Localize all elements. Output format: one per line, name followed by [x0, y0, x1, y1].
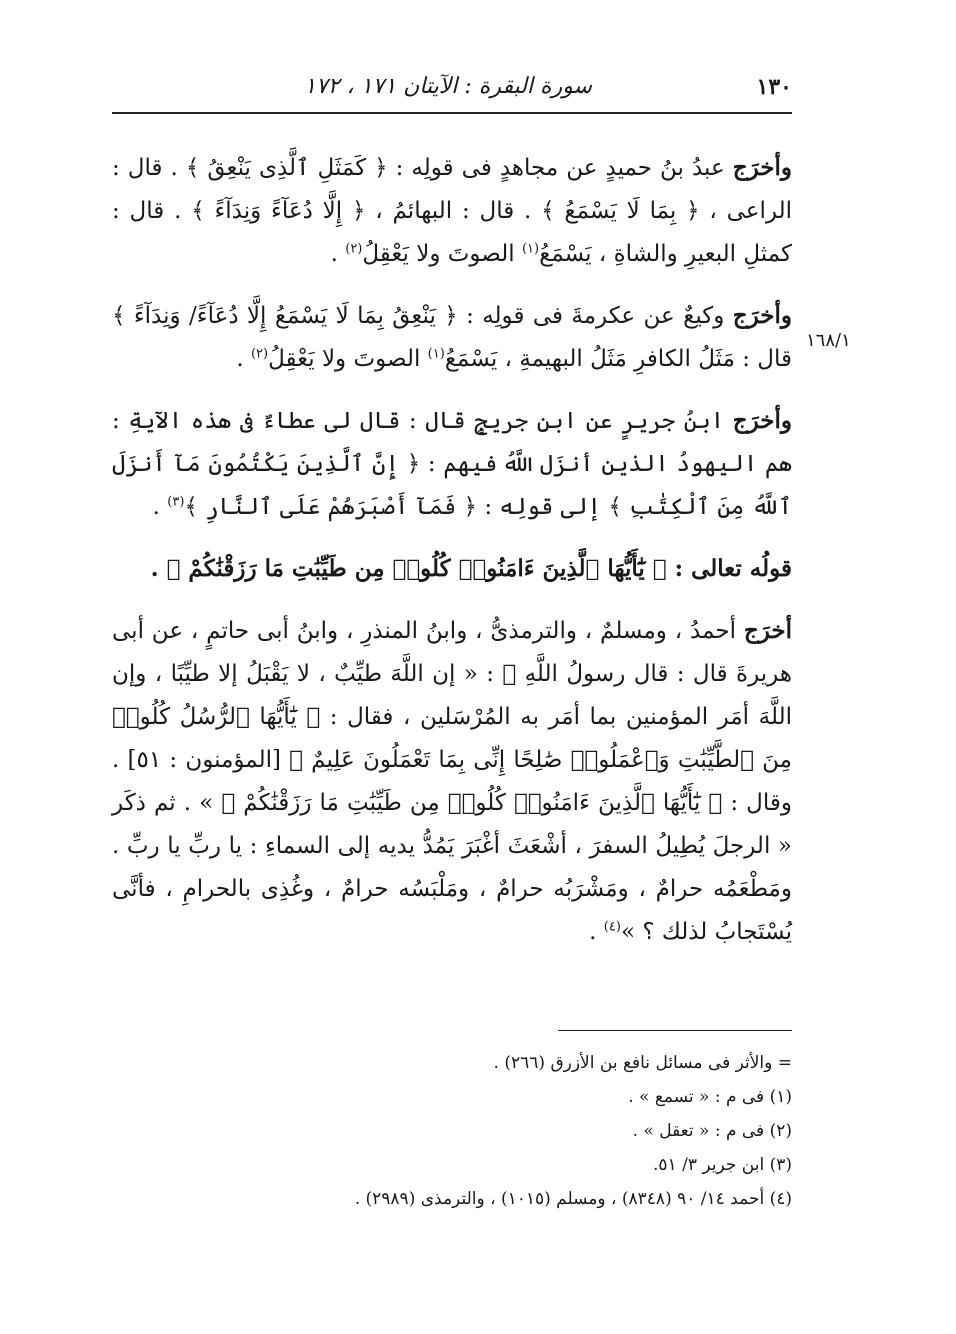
footnote-ref: (١) — [521, 241, 540, 257]
paragraph-2 — [112, 294, 792, 381]
verse-heading — [112, 547, 792, 591]
header-rule — [112, 112, 792, 114]
footnote-ref: (٤) — [603, 919, 621, 935]
footnote-2: (٢) فى م : « تعقل » . — [632, 1121, 792, 1141]
page-header — [112, 70, 792, 110]
paragraph-lead: أخرَج — [743, 617, 792, 644]
paragraph-lead: وأخرَج — [732, 302, 792, 329]
paragraph-text: الصوتَ ولا يَعْقِلُ — [268, 346, 428, 372]
paragraph-text: الصوتَ ولا يَعْقِلُ — [362, 241, 522, 267]
heading-verse: ﴿ يَٰٓأَيُّهَا ٱلَّذِينَ ءَامَنُوا۟ كُلُوا۟ مِن طَيِّبَٰتِ مَا رَزَقْنَٰكُمْ ﴾ . — [150, 555, 675, 582]
footnote-ref: (٢) — [250, 346, 269, 362]
paragraph-3 — [112, 399, 792, 529]
paragraph-4 — [112, 609, 792, 954]
paragraph-end: . — [589, 919, 604, 945]
page-number: ١٣٠ — [756, 74, 792, 100]
footnote-continued: = والأثر فى مسائل نافع بن الأزرق (٢٦٦) . — [493, 1053, 792, 1073]
footnotes — [112, 1046, 792, 1216]
running-title: سورة البقرة : الآيتان ١٧١ ، ١٧٢ — [304, 74, 592, 99]
footnote-ref: (٢) — [345, 241, 363, 257]
footnote-ref: (٣) — [167, 494, 185, 510]
paragraph-end: . — [236, 346, 251, 372]
paragraph-end: . — [152, 494, 168, 520]
paragraph-text: عبدُ بنُ حميدٍ عن مجاهدٍ فى قولِه : ﴿ كَمَثَلِ ٱلَّذِى يَنْعِقُ ﴾ . قال : الراعى ، ﴿ بِمَا لَا يَسْمَعُ ﴾ . قال : البهائمُ ، ﴿ إِلَّا دُعَآءً وَنِدَآءً ﴾ . قال : كمثلِ البعيرِ والشاةِ ، يَسْمَعُ — [112, 155, 792, 267]
paragraph-text: أحمدُ ، ومسلمٌ ، والترمذىُّ ، وابنُ المنذرِ ، وابنُ أبى حاتمٍ ، عن أبى هريرةَ قال : قال رسولُ اللَّهِ ﷺ : « إن اللَّهَ طيِّبٌ ، لا يَقْبَلُ إلا طيِّبًا ، وإن اللَّهَ أمَر المؤمنين بما أمَر به المُرْسَلين ، فقال : ﴿ يَٰٓأَيُّهَا ٱلرُّسُلُ كُلُوا۟ مِنَ ٱلطَّيِّبَٰتِ وَٱعْمَلُوا۟ صَٰلِحًا إِنِّى بِمَا تَعْمَلُونَ عَلِيمٌ ﴾ [المؤمنون : ٥١] . وقال : ﴿ يَٰٓأَيُّهَا ٱلَّذِينَ ءَامَنُوا۟ كُلُوا۟ مِن طَيِّبَٰتِ مَا رَزَقْنَٰكُمْ ﴾ » . ثم ذكَر « الرجلَ يُطِيلُ السفرَ ، أشْعَثَ أغْبَرَ يَمُدُّ يديه إلى السماءِ : يا ربِّ يا ربِّ . ومَطْعَمُه حرامٌ ، ومَشْرَبُه حرامٌ ، ومَلْبَسُه حرامٌ ، وغُذِى بالحرامِ ، فأنَّى يُسْتَجابُ لذلك ؟ » — [112, 618, 792, 945]
footnote-1: (١) فى م : « تسمع » . — [628, 1087, 792, 1107]
footnote-4: (٤) أحمد ١٤/ ٩٠ (٨٣٤٨) ، ومسلم (١٠١٥) ، والترمذى (٢٩٨٩) . — [354, 1189, 792, 1209]
paragraph-text: ابنُ جريرٍ عن ابنِ جريجٍ قال : قال لى عطاءٌ فى هذه الآيةِ : هم اليهودُ الذين أنزَل اللَّهُ فيهم : ﴿ إِنَّ ٱلَّذِينَ يَكْتُمُونَ مَآ أَنزَلَ ٱللَّهُ مِنَ ٱلْكِتَٰبِ ﴾ إلى قولِه : ﴿ فَمَآ أَصْبَرَهُمْ عَلَى ٱلنَّارِ ﴾ — [112, 408, 792, 520]
paragraph-text: وكيعٌ عن عكرمةَ فى قولِه : ﴿ يَنْعِقُ بِمَا لَا يَسْمَعُ إِلَّا دُعَآءً/ وَنِدَآءً ﴾ قال : مَثَلُ الكافرِ مَثَلُ البهيمةِ ، يَسْمَعُ — [112, 303, 792, 372]
paragraph-1 — [112, 146, 792, 276]
main-text — [112, 146, 792, 972]
paragraph-end: . — [330, 241, 346, 267]
footnote-rule — [558, 1030, 792, 1031]
footnote-ref: (١) — [427, 346, 445, 362]
margin-reference: ١٦٨/١ — [806, 330, 851, 351]
footnote-3: (٣) ابن جرير ٣/ ٥١. — [653, 1155, 792, 1175]
paragraph-lead: وأخرَج — [732, 154, 792, 181]
paragraph-lead: وأخرَج — [732, 407, 792, 434]
heading-lead: قولُه تعالى : — [674, 555, 792, 582]
